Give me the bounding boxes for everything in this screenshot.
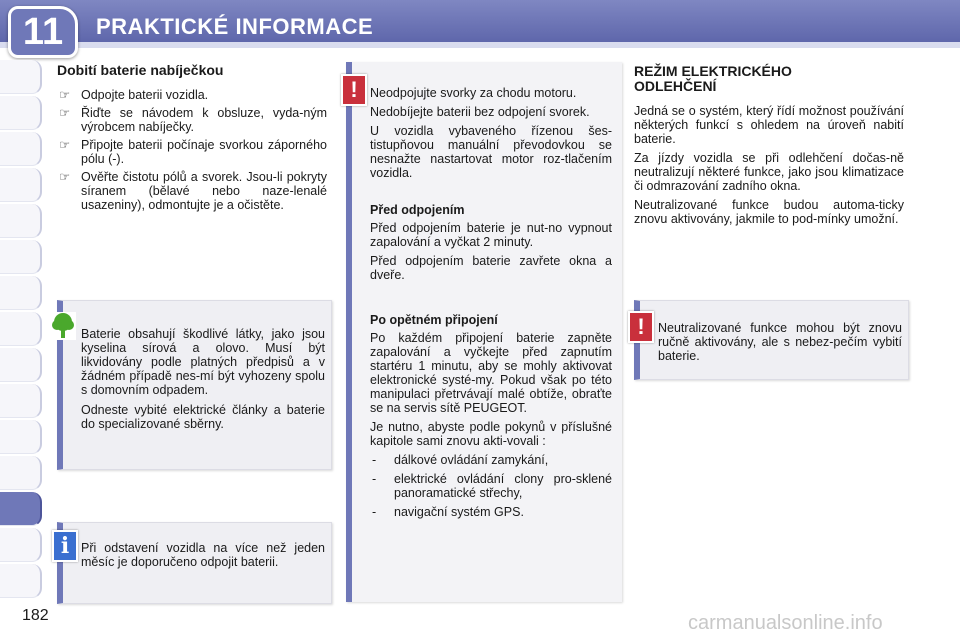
- chapter-tab[interactable]: [0, 384, 42, 418]
- eco-note-text: Baterie obsahují škodlivé látky, jako jsou kyselina sírová a olovo. Musí být likvidovány podle platných předpisů a v žádném případě nes-mí být vyhozeny spolu s domovním odpadem.: [81, 327, 325, 397]
- charging-steps: [57, 88, 327, 212]
- eco-note: [57, 300, 332, 470]
- hand-pointer-icon: ☞: [59, 170, 71, 184]
- chapter-tab[interactable]: [0, 96, 42, 130]
- after-text: Po každém připojení baterie zapněte zapalování a vyčkejte před zapnutím startéru 1 minutu, aby se mohly aktivovat elektronické systé-my. Pokud však po této manipulaci přetrvávají malé obtíže, obraťte se na servis sítě PEUGEOT.: [370, 331, 612, 415]
- hand-pointer-icon: ☞: [59, 88, 71, 102]
- section-heading-line: ODLEHČENÍ: [634, 78, 717, 94]
- left-column: [57, 62, 327, 216]
- chapter-tab[interactable]: [0, 276, 42, 310]
- before-text: Před odpojením baterie je nut-no vypnout zapalování a vyčkat 2 minuty.: [370, 221, 612, 249]
- list-item-text: Odpojte baterii vozidla.: [81, 88, 209, 102]
- warning-note-text: Neutralizované funkce mohou být znovu ručně aktivovány, ale s nebez-pečím vybití baterie.: [658, 321, 902, 363]
- chapter-tab[interactable]: [0, 168, 42, 202]
- paragraph: Jedná se o systém, který řídí možnost používání některých funkcí s ohledem na úroveň nabití baterie.: [634, 104, 904, 146]
- header-stripe: [0, 42, 960, 48]
- chapter-tab[interactable]: [0, 348, 42, 382]
- list-item: - dálkové ovládání zamykání,: [370, 453, 612, 467]
- tree-icon: [50, 312, 76, 340]
- paragraph: Za jízdy vozidla se při odlehčení dočas-ně neutralizují některé funkce, jako jsou klimatizace či odmrazování zadního okna.: [634, 151, 904, 193]
- right-column: [634, 64, 904, 231]
- middle-column: [346, 62, 622, 602]
- warning-text: Nedobíjejte baterii bez odpojení svorek.: [370, 105, 590, 119]
- warning-text: Neodpojujte svorky za chodu motoru.: [370, 86, 577, 100]
- list-item: - elektrické ovládání clony pro-sklené panoramatické střechy,: [370, 472, 612, 500]
- list-item: [57, 138, 327, 166]
- chapter-tab[interactable]: [0, 204, 42, 238]
- list-item: [57, 88, 327, 102]
- chapter-tab[interactable]: [0, 132, 42, 166]
- hand-pointer-icon: ☞: [59, 138, 71, 152]
- list-item: [57, 170, 327, 212]
- info-note-text: Při odstavení vozidla na více než jeden měsíc je doporučeno odpojit baterii.: [81, 541, 325, 569]
- paragraph: Neutralizované funkce budou automa-ticky znovu aktivovány, jakmile to pod-mínky umožní.: [634, 198, 904, 226]
- list-item-text: Řiďte se návodem k obsluze, vyda-ným výrobcem nabíječky.: [81, 106, 327, 134]
- eco-note-text: Odneste vybité elektrické články a baterie do specializované sběrny.: [81, 403, 325, 431]
- after-heading: Po opětném připojení: [370, 313, 498, 327]
- list-item: - navigační systém GPS.: [370, 505, 612, 519]
- watermark: carmanualsonline.info: [688, 612, 883, 634]
- chapter-tab[interactable]: [0, 60, 42, 94]
- hand-pointer-icon: ☞: [59, 106, 71, 120]
- page-title: PRAKTICKÉ INFORMACE: [96, 14, 374, 39]
- warning-icon: !: [628, 311, 654, 343]
- section-heading-line: REŽIM ELEKTRICKÉHO: [634, 63, 792, 79]
- before-text: Před odpojením baterie zavřete okna a dveře.: [370, 254, 612, 282]
- info-icon: i: [52, 530, 78, 562]
- list-item: [57, 106, 327, 134]
- chapter-tab[interactable]: [0, 312, 42, 346]
- chapter-tab[interactable]: [0, 564, 42, 598]
- charging-heading: Dobití baterie nabíječkou: [57, 62, 224, 78]
- chapter-badge: 11: [8, 6, 78, 58]
- warning-note: [634, 300, 909, 380]
- reactivation-list: [370, 453, 612, 519]
- chapter-tab[interactable]: [0, 528, 42, 562]
- chapter-tab-active[interactable]: [0, 492, 42, 526]
- tree-icon-graphic: [50, 312, 76, 340]
- chapter-tab[interactable]: [0, 456, 42, 490]
- before-heading: Před odpojením: [370, 203, 465, 217]
- after-text: Je nutno, abyste podle pokynů v příslušné kapitole sami znovu akti-vovali :: [370, 420, 612, 448]
- chapter-tabs: [0, 60, 42, 600]
- warning-icon: !: [341, 74, 367, 106]
- list-item-text: Ověřte čistotu pólů a svorek. Jsou-li pokryty síranem (bělavé nebo naze-lenalé usazeniny), odmontujte je a očistěte.: [81, 170, 327, 212]
- section-heading: [634, 64, 904, 94]
- list-item-text: Připojte baterii počínaje svorkou záporného pólu (-).: [81, 138, 327, 166]
- chapter-tab[interactable]: [0, 420, 42, 454]
- info-note: [57, 522, 332, 604]
- page-number: 182: [22, 607, 49, 624]
- warning-text: U vozidla vybaveného řízenou šes-tistupňovou manuální převodovkou se nesnažte nastartovat motor roz-tlačením vozidla.: [370, 124, 612, 180]
- chapter-tab[interactable]: [0, 240, 42, 274]
- middle-content: [370, 86, 612, 524]
